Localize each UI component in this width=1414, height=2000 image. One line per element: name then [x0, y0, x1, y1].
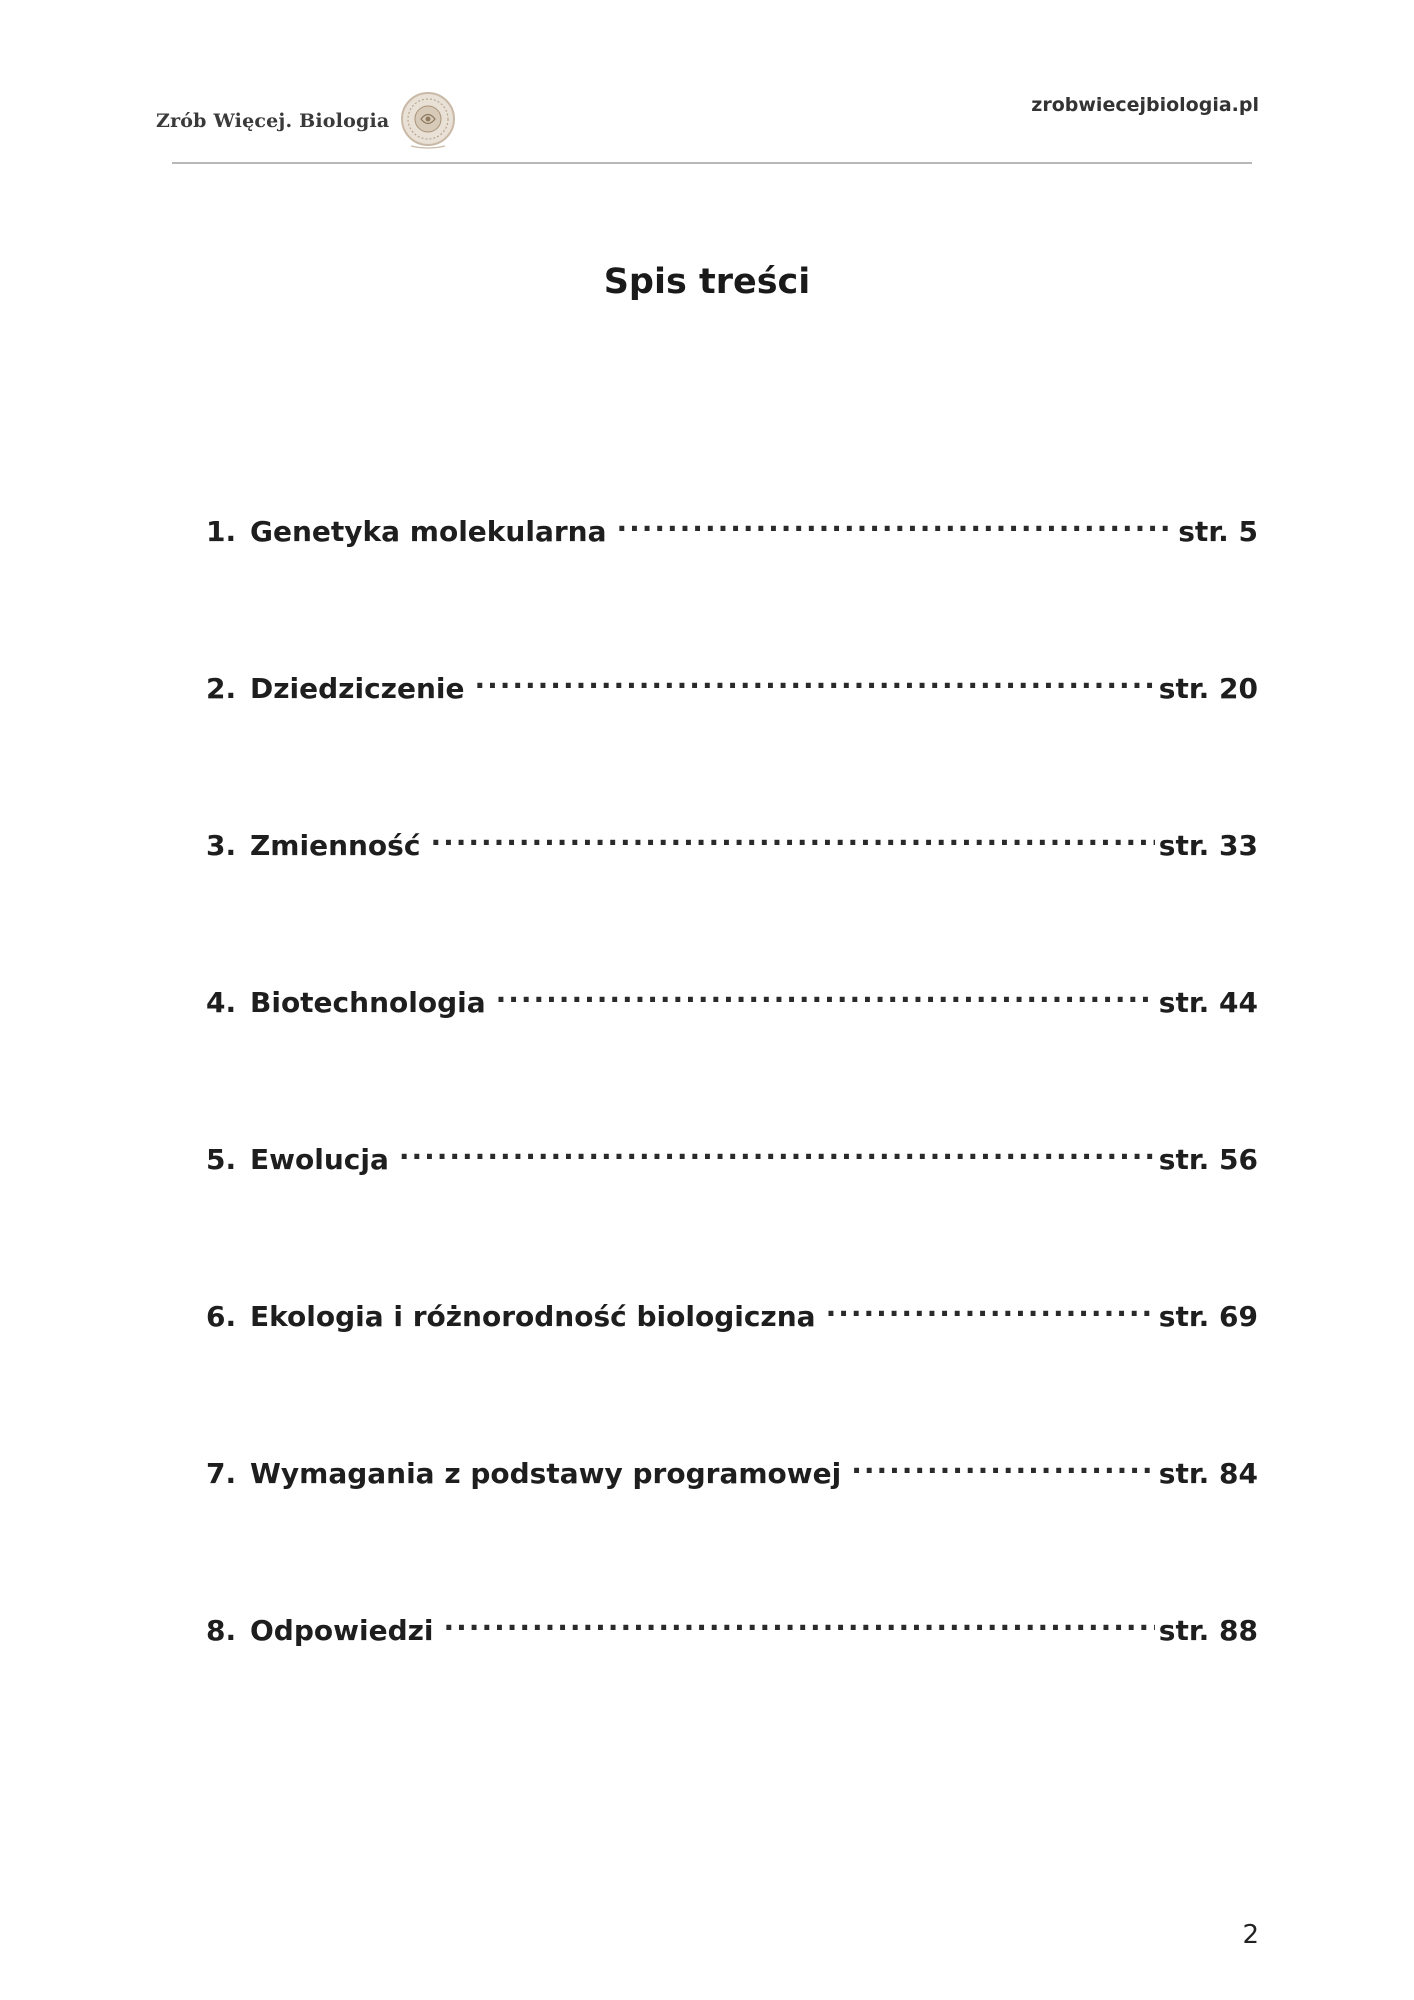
header-divider: [172, 162, 1252, 164]
toc-entry-number: 2.: [206, 672, 237, 705]
toc-entry-page: str. 5: [1178, 515, 1258, 548]
toc-entry: [206, 507, 1258, 664]
toc-entry-title: Odpowiedzi: [250, 1614, 434, 1647]
dot-leader: [826, 1298, 1155, 1326]
site-url: zrobwiecejbiologia.pl: [1031, 94, 1259, 116]
toc-entry-number: 4.: [206, 986, 237, 1019]
dot-leader: [474, 670, 1154, 698]
toc-entry-number: 3.: [206, 829, 237, 862]
toc-entry-page: str. 44: [1158, 986, 1258, 1019]
toc-entry-number: 7.: [206, 1457, 237, 1490]
dot-leader: [851, 1455, 1155, 1483]
toc-entry: [206, 1292, 1258, 1449]
page-title: Spis treści: [603, 262, 811, 302]
toc-entry-page: str. 69: [1158, 1300, 1258, 1333]
toc-entry-title: Ekologia i różnorodność biologiczna: [250, 1300, 816, 1333]
toc-entry-number: 8.: [206, 1614, 237, 1647]
toc-entry-number: 5.: [206, 1143, 237, 1176]
toc-entry-title: Genetyka molekularna: [250, 515, 607, 548]
toc-entry-page: str. 84: [1158, 1457, 1258, 1490]
toc-entry-title: Ewolucja: [250, 1143, 389, 1176]
toc-entry: [206, 1135, 1258, 1292]
seal-logo-icon: [397, 90, 459, 152]
toc-entry-title: Wymagania z podstawy programowej: [250, 1457, 842, 1490]
toc-entry-page: str. 56: [1158, 1143, 1258, 1176]
toc-entry-page: str. 33: [1158, 829, 1258, 862]
dot-leader: [399, 1141, 1155, 1169]
toc-entry: [206, 978, 1258, 1135]
toc-entry: [206, 821, 1258, 978]
toc-entry-page: str. 20: [1158, 672, 1258, 705]
toc-entry: [206, 664, 1258, 821]
dot-leader: [444, 1612, 1155, 1640]
toc-entry-title: Zmienność: [250, 829, 421, 862]
toc-entry-title: Dziedziczenie: [250, 672, 465, 705]
page-number: 2: [1242, 1920, 1259, 1950]
toc-entry: [206, 1606, 1258, 1763]
toc-entry: [206, 1449, 1258, 1606]
brand-name: Zrób Więcej. Biologia: [156, 110, 390, 132]
toc-entry-page: str. 88: [1158, 1614, 1258, 1647]
toc-entry-number: 6.: [206, 1300, 237, 1333]
dot-leader: [496, 984, 1155, 1012]
table-of-contents: [206, 507, 1258, 1763]
toc-entry-number: 1.: [206, 515, 237, 548]
header-brand: [156, 86, 459, 156]
dot-leader: [616, 513, 1174, 541]
dot-leader: [430, 827, 1154, 855]
toc-entry-title: Biotechnologia: [250, 986, 486, 1019]
